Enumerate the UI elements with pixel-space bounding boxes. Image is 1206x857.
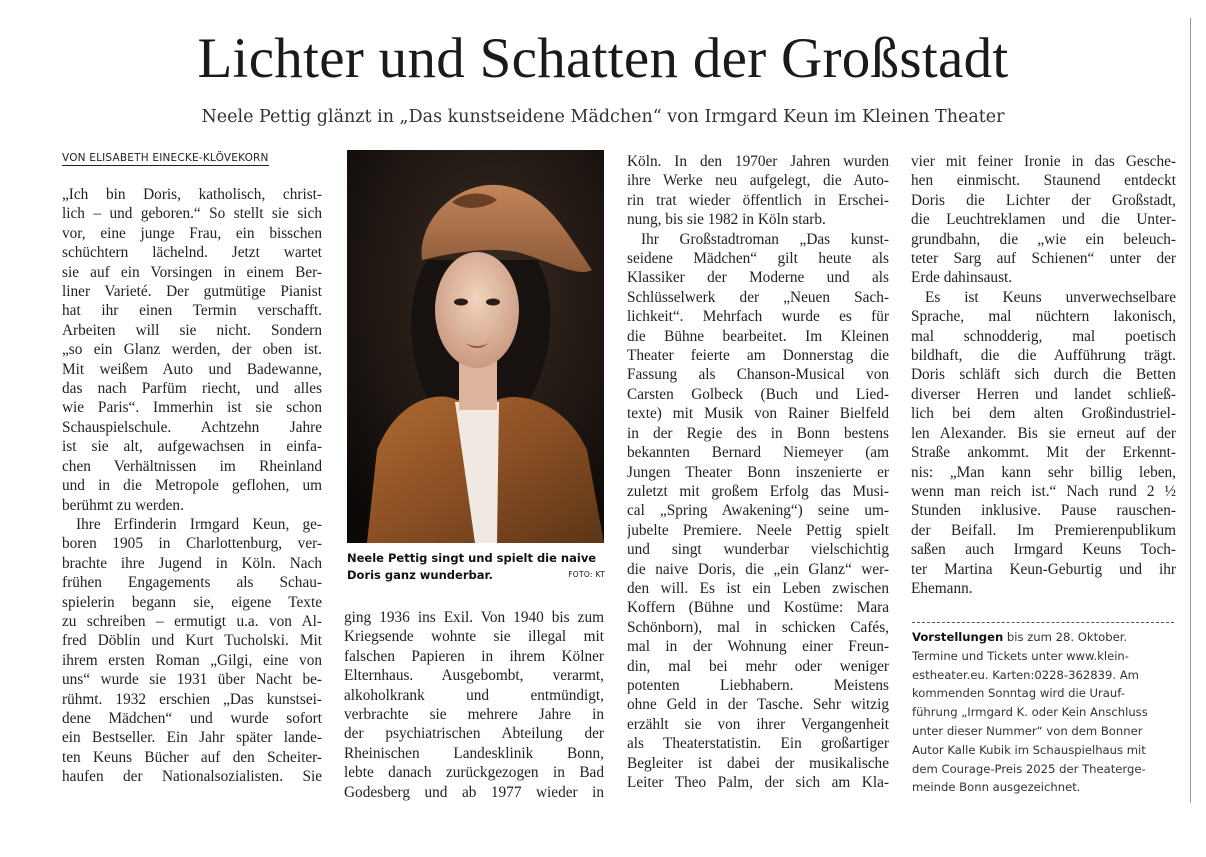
text-line: lich bei dem alten Großindustriel- (911, 405, 1176, 423)
text-line: falschen Papieren in ihrem Kölner (344, 647, 604, 665)
text-line: das nach Parfüm riecht, und alles (62, 380, 322, 398)
text-line: unter dieser Nummer“ von dem Bonner (912, 723, 1143, 738)
text-line: zuletzt mit großem Erfolg das Musi- (627, 482, 889, 500)
article-column-4 (911, 152, 1176, 598)
photo-caption (347, 550, 605, 584)
text-line: führung „Irmgard K. oder Kein Anschluss (912, 705, 1148, 720)
text-line: in der Regie des in Bonn bestens (627, 424, 889, 442)
text-line: vier mit feiner Ironie in das Gesche- (911, 153, 1176, 170)
text-line: rühmt. 1932 erschien „Das kunstsei- (62, 690, 322, 708)
text-line: Schönborn), mal in schicken Cafés, (627, 618, 889, 636)
text-line: haufen der Nationalsozialisten. Sie (62, 768, 322, 786)
text-line: lichkeit“. Mehrfach wurde es für (627, 308, 889, 326)
text-line: uns“ wurde sie 1931 über Nacht be- (62, 671, 322, 689)
text-line: Carsten Golbeck (Buch und Lied- (627, 385, 889, 403)
text-line: der Beifall. Im Premierenpublikum (911, 521, 1176, 539)
text-line: fred Döblin und Kurt Tucholski. Mit (62, 632, 322, 650)
text-line: Begleiter ist dabei der musikalische (627, 754, 889, 772)
text-line: Doris die Lichter der Großstadt, (911, 191, 1176, 209)
text-line: Doris schläft sich durch die Betten (911, 366, 1176, 384)
text-line: Leiter Theo Palm, der sich am Kla- (627, 774, 889, 791)
text-line: Theater feierte am Donnerstag die (627, 347, 889, 365)
text-line: vor, eine junge Frau, ein bisschen (62, 224, 322, 242)
text-line: wie Paris“. Immerhin ist sie schon (62, 399, 322, 417)
text-line: verbrachte sie mehrere Jahre in (344, 706, 604, 724)
text-line: ihrem ersten Roman „Gilgi, eine von (62, 651, 322, 669)
paragraph (62, 185, 322, 515)
text-line (912, 628, 1177, 647)
text-line: „so ein Glanz werden, der oben ist. (62, 341, 322, 359)
text-line: Schlüsselwerk der „Neuen Sach- (627, 288, 889, 306)
paragraph (911, 152, 1176, 288)
text-line: hat ihr einen Termin verschafft. (62, 302, 322, 320)
text-line: kommenden Sonntag wird die Urauf- (912, 686, 1125, 701)
text-line: seidene Mädchen“ gilt heute als (627, 250, 889, 268)
text-line: brachte ihre Jugend in Köln. Nach (62, 554, 322, 572)
text-line: Termine und Tickets unter www.klein- (912, 648, 1129, 663)
text-line: Rheinischen Landesklinik Bonn, (344, 744, 604, 762)
article-column-1 (62, 185, 322, 787)
article-column-3 (627, 152, 889, 792)
paragraph (911, 288, 1176, 599)
text-line: Schauspielschule. Achtzehn Jahre (62, 418, 322, 436)
text-line: sie auf ein Vorsingen in einem Ber- (62, 263, 322, 281)
caption-text: Neele Pettig singt und spielt die naive Doris ganz wunderbar. (347, 551, 597, 582)
text-line: erzählt sie von ihrer Vergangenheit (627, 715, 889, 733)
text-line: Godesberg und ab 1977 wieder in (344, 783, 604, 801)
text-line: Autor Kalle Kubik im Schauspielhaus mit (912, 742, 1146, 757)
article-photo (347, 150, 604, 543)
text-line: cal „Spring Awakening“) seine um- (627, 502, 889, 520)
text-line: die Leuchtreklamen und die Unter- (911, 211, 1176, 229)
text-line: mal in der Wohnung einer Freun- (627, 638, 889, 656)
text-line: hen einmischt. Staunend entdeckt (911, 172, 1176, 190)
text-line: Kriegsende wohnte sie illegal mit (344, 628, 604, 646)
text-line: Ihr Großstadtroman „Das kunst- (641, 230, 889, 248)
paragraph (627, 152, 889, 230)
text-line: die naive Doris, die „ein Glanz“ wer- (627, 560, 889, 578)
text-line: chen Verhältnissen im Rheinland (62, 457, 322, 475)
text-line: estheater.eu. Karten:0228-362839. Am (912, 667, 1139, 682)
paragraph (62, 515, 322, 787)
text-line: ging 1936 ins Exil. Von 1940 bis zum (344, 609, 604, 626)
text-line: Sprache, mal nüchtern lakonisch, (911, 308, 1176, 326)
paragraph (627, 230, 889, 793)
text-line: lebte danach zurückgezogen in Bad (344, 764, 604, 782)
text-line: texte) mit Musik von Rainer Bielfeld (627, 405, 889, 423)
actress-portrait-image (347, 150, 604, 543)
text-line: Mit weißem Auto und Badewanne, (62, 360, 322, 378)
text-line: nis: „Man kann sehr billig leben, (911, 463, 1176, 481)
text-line: wenn man reich ist.“ Nach rund 2 ½ (911, 482, 1176, 500)
text-line: zu schreiben – ermutigt u.a. von Al- (62, 612, 322, 630)
text-line: und singt wunderbar vielschichtig (627, 541, 889, 559)
text-line: jubelte Premiere. Neele Pettig spielt (627, 521, 889, 539)
text-line: als Theaterstatistin. Ein großartiger (627, 735, 889, 753)
text-line: saßen auch Irmgard Keuns Toch- (911, 541, 1176, 559)
column-rule (1190, 18, 1191, 803)
text-line: Jungen Theater Bonn inszenierte er (627, 463, 889, 481)
text-line: diverser Herren und landet schließ- (911, 385, 1176, 403)
text-line: ohne Geld in der Tasche. Sehr witzig (627, 696, 889, 714)
text-line: dem Courage-Preis 2025 der Theaterge- (912, 761, 1146, 776)
text-line: rin trat wieder öffentlich in Erschei- (627, 191, 889, 209)
text-line: „Ich bin Doris, katholisch, christ- (62, 186, 322, 203)
text-line: Köln. In den 1970er Jahren wurden (627, 153, 889, 170)
text-line: grundbahn, die „wie ein beleuch- (911, 230, 1176, 248)
text-line: Straße ankommt. Mit der Erkennt- (911, 444, 1176, 462)
article-column-2 (344, 608, 604, 802)
text-line: Elternhaus. Ausgebombt, verarmt, (344, 667, 604, 685)
text-line: lich – und geboren.“ So stellt sie sich (62, 205, 322, 223)
byline-text: VON ELISABETH EINECKE-KLÖVEKORN (62, 152, 269, 164)
text-line: Arbeiten will sie nicht. Sondern (62, 321, 322, 339)
subheadline: Neele Pettig glänzt in „Das kunstseidene Mädchen“ von Irmgard Keun im Kleinen Theater (201, 107, 1005, 127)
text-line: Fassung als Chanson-Musical von (627, 366, 889, 384)
byline (62, 151, 322, 165)
text-line: ter Martina Keun-Geburtig und ihr (911, 560, 1176, 578)
text-line: bildhaft, die die Aufführung trägt. (911, 347, 1176, 365)
text-line: ist sie alt, aufgewachsen in einfa- (62, 438, 322, 456)
text-line: Erde dahinsaust. (911, 269, 1013, 287)
text-line: die Bühne bearbeitet. Im Kleinen (627, 327, 889, 345)
infobox-divider (912, 622, 1174, 623)
text-line: und in die Metropole geflohen, um (62, 477, 322, 495)
text-line: berühmt zu werden. (62, 496, 184, 514)
text-line: dene Mädchen“ und wurde sofort (62, 709, 322, 727)
text-line: der psychiatrischen Abteilung der (344, 725, 604, 743)
text-line: Ihre Erfinderin Irmgard Keun, ge- (76, 515, 322, 533)
text-line: Ehemann. (911, 579, 973, 597)
text-line: nung, bis sie 1982 in Köln starb. (627, 211, 826, 229)
infobox-label: Vorstellungen (912, 630, 1004, 644)
text-line: Es ist Keuns unverwechselbare (925, 288, 1176, 306)
text-line: Klassiker der Moderne und als (627, 269, 889, 287)
text-line: bekannten Bernard Niemeyer (am (627, 444, 889, 462)
text-line: ein Bestseller. Ein Jahr später lande- (62, 729, 322, 747)
infobox (912, 628, 1177, 797)
text-line: mal schnodderig, mal poetisch (911, 327, 1176, 345)
text-line: schüchtern lächelnd. Jetzt wartet (62, 244, 322, 262)
text-line: boren 1905 in Charlottenburg, ver- (62, 535, 322, 553)
text-line: ten Keuns Bücher auf den Scheiter- (62, 748, 322, 766)
text-line: spielerin begann sie, eigene Texte (62, 593, 322, 611)
infobox-text: bis zum 28. Oktober. (1003, 630, 1128, 644)
text-line: potenten Liebhabern. Meistens (627, 676, 889, 694)
headline: Lichter und Schatten der Großstadt (197, 27, 1009, 90)
text-line: din, mal bei mehr oder weniger (627, 657, 889, 675)
paragraph (344, 608, 604, 802)
text-line: len Alexander. Bis sie erneut auf der (911, 424, 1176, 442)
text-line: meinde Bonn ausgezeichnet. (912, 780, 1081, 795)
text-line: Stunden inklusive. Pause rauschen- (911, 502, 1176, 520)
text-line: den will. Es ist ein Leben zwischen (627, 579, 889, 597)
text-line: frühen Engagements als Schau- (62, 574, 322, 592)
text-line: alkoholkrank und entmündigt, (344, 686, 604, 704)
text-line: Koffern (Bühne und Kostüme: Mara (627, 599, 889, 617)
text-line: ihre Werke neu aufgelegt, die Auto- (627, 172, 889, 190)
photo-credit: FOTO: KT (568, 570, 605, 579)
text-line: liner Varieté. Der gutmütige Pianist (62, 283, 322, 301)
text-line: teter Sarg auf Schienen“ unter der (911, 250, 1176, 268)
